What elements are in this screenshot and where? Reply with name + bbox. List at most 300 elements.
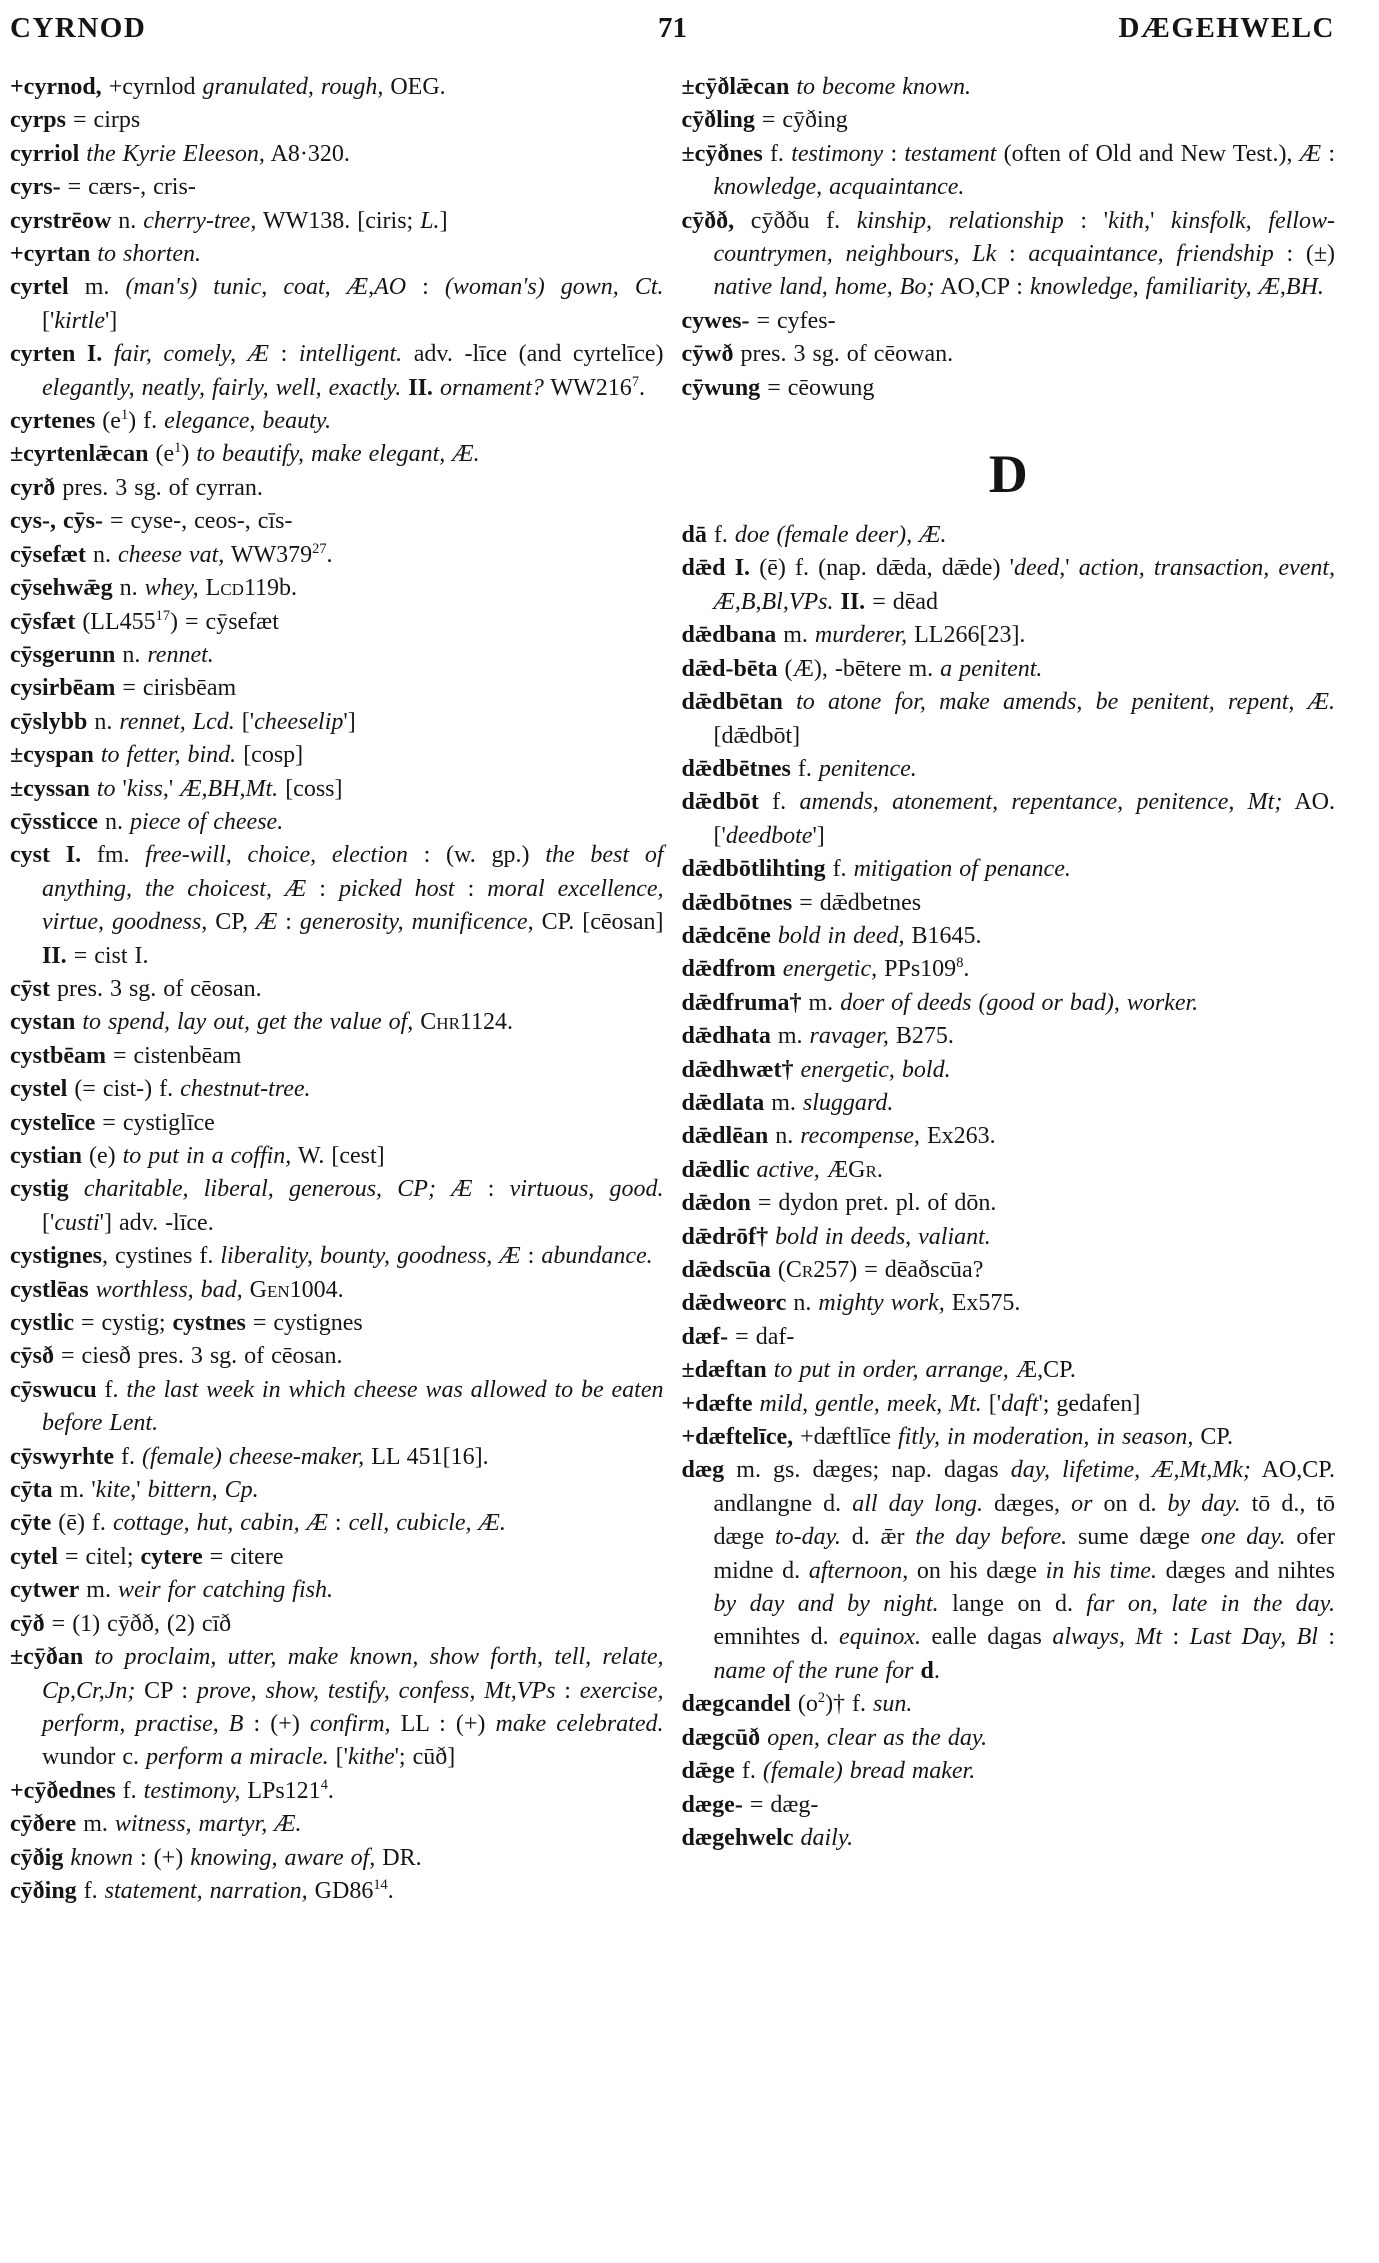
dictionary-entry: [682, 753, 1336, 786]
entry-segment: dǣdlic: [681, 1156, 750, 1183]
entry-segment: PPs109: [877, 956, 957, 983]
entry-segment: :: [883, 140, 905, 167]
entry-segment: = dǣdbetnes: [792, 889, 922, 916]
entry-segment: perform a miracle.: [145, 1744, 329, 1771]
entry-segment: Æ: [1299, 140, 1322, 167]
entry-segment: n.: [85, 541, 118, 568]
entry-segment: dæg: [681, 1457, 725, 1484]
entry-segment: bold in deed,: [777, 922, 905, 949]
entry-segment: 1124.: [459, 1009, 514, 1036]
entry-segment: dǣdbana: [681, 622, 777, 649]
entry-segment: f.: [113, 1443, 142, 1470]
dictionary-entry: [10, 205, 664, 238]
entry-segment: = cyse-, ceos-, cīs-: [102, 508, 293, 535]
entry-segment: : (w. gp.): [407, 842, 546, 869]
entry-segment: cystig: [10, 1176, 69, 1203]
entry-segment: II.: [840, 588, 866, 615]
entry-segment: [243, 1277, 250, 1303]
entry-segment: : ': [1063, 207, 1109, 234]
dictionary-entry: [10, 138, 664, 171]
entry-segment: ,': [1059, 555, 1079, 582]
entry-segment: , cystines f.: [102, 1243, 221, 1270]
entry-segment: sun.: [873, 1691, 913, 1718]
entry-segment: piece of cheese.: [129, 808, 284, 835]
entry-segment: to spend, lay out, get the value of,: [82, 1009, 414, 1036]
entry-segment: 7: [631, 373, 640, 390]
entry-segment: = cærs-, cris-: [60, 174, 196, 201]
page-number: 71: [658, 12, 687, 44]
entry-segment: f.: [758, 789, 800, 816]
entry-segment: CP. [cēosan]: [533, 909, 664, 936]
entry-segment: cyrps: [10, 107, 66, 134]
entry-segment: m. ': [52, 1477, 96, 1504]
entry-segment: sume dæge: [1067, 1524, 1201, 1551]
entry-segment: confirm,: [309, 1710, 391, 1737]
entry-segment: Ex263.: [919, 1123, 996, 1150]
dictionary-entry: [10, 1307, 664, 1340]
entry-segment: [767, 1357, 774, 1383]
entry-segment: ±cyssan: [10, 775, 90, 802]
entry-segment: rennet, Lcd.: [119, 708, 235, 735]
entry-segment: (e: [148, 441, 175, 468]
entry-segment: dǣge: [681, 1758, 735, 1785]
right-column-entries-after-section: [682, 519, 1336, 1855]
entry-segment: pres. 3 sg. of cyrran.: [55, 474, 263, 501]
entry-segment: Lcd: [205, 575, 244, 602]
entry-segment: :: [996, 241, 1029, 268]
entry-segment: cytere: [140, 1543, 203, 1570]
entry-segment: (ē) f.: [51, 1510, 113, 1537]
dictionary-entry: [10, 1875, 664, 1908]
entry-segment: charitable, liberal, generous, CP; Æ: [83, 1176, 473, 1203]
entry-segment: cystelīce: [10, 1109, 96, 1136]
entry-segment: cyrten: [10, 341, 76, 368]
entry-segment: doe (female deer), Æ.: [734, 522, 947, 549]
entry-segment: dǣdweorc: [681, 1290, 787, 1317]
entry-segment: d. ǣr: [840, 1524, 916, 1551]
entry-segment: dǣdfrom: [681, 956, 776, 983]
entry-segment: f.: [825, 856, 854, 883]
entry-segment: ,': [162, 775, 181, 802]
entry-segment: [coss]: [278, 775, 343, 802]
entry-segment: [102, 341, 114, 367]
entry-segment: II.: [408, 374, 433, 401]
entry-segment: .: [876, 1156, 883, 1183]
dictionary-entry: [682, 853, 1336, 886]
entry-segment: bittern, Cp.: [147, 1477, 259, 1504]
entry-segment: make celebrated.: [495, 1710, 664, 1737]
entry-segment: cȳðð,: [681, 207, 735, 234]
entry-segment: W. [cest]: [291, 1143, 385, 1169]
entry-segment: dægcūð: [681, 1724, 761, 1751]
entry-segment: cystian: [10, 1143, 82, 1169]
entry-segment: ±cȳðnes: [681, 140, 763, 167]
entry-segment: [726, 555, 735, 581]
entry-segment: open, clear as the day.: [767, 1724, 988, 1751]
entry-segment: recompense,: [800, 1123, 920, 1150]
entry-segment: 4: [320, 1776, 328, 1793]
entry-segment: = cirisbēam: [115, 675, 237, 702]
entry-segment: cȳsgerunn: [10, 641, 116, 668]
entry-segment: liberality, bounty, goodness, Æ: [220, 1243, 521, 1270]
entry-segment: m.: [764, 1089, 803, 1116]
entry-segment: fm.: [81, 842, 146, 869]
entry-segment: dægcandel: [681, 1691, 791, 1718]
entry-segment: [771, 923, 778, 949]
entry-segment: cytel: [10, 1543, 58, 1570]
entry-segment: a penitent.: [940, 655, 1043, 682]
entry-segment: lange on d.: [938, 1591, 1087, 1618]
dictionary-entry: [682, 1020, 1336, 1053]
entry-segment: 2: [817, 1690, 826, 1707]
entry-segment: to proclaim, utter, make known, show forth, tell, relate, Cp,Cr,Jn;: [42, 1644, 664, 1704]
dictionary-entry: [682, 1789, 1336, 1822]
dictionary-entry: [682, 1354, 1336, 1387]
dictionary-entry: [10, 1173, 664, 1240]
entry-segment: on his dæge: [908, 1557, 1046, 1584]
entry-segment: cȳte: [10, 1510, 52, 1537]
dictionary-entry: [682, 519, 1336, 552]
dictionary-entry: [682, 1254, 1336, 1287]
entry-segment: m.: [770, 1023, 810, 1050]
dictionary-entry: [10, 1641, 664, 1775]
dictionary-entry: [10, 171, 664, 204]
entry-segment: ): [181, 441, 197, 468]
entry-segment: cȳsehwǣg: [10, 575, 113, 602]
entry-segment: cherry-tree,: [143, 207, 257, 234]
entry-segment: :: [454, 875, 488, 902]
entry-segment: fair, comely, Æ: [113, 341, 269, 368]
entry-segment: = cyfes-: [749, 307, 836, 334]
entry-segment: far on, late in the day.: [1086, 1591, 1336, 1618]
entry-segment: f.: [734, 1758, 763, 1785]
entry-segment: m.: [76, 1811, 115, 1838]
dictionary-entry: [682, 338, 1336, 371]
entry-segment: = cystiglīce: [95, 1109, 215, 1136]
entry-segment: ) f.: [128, 408, 165, 435]
entry-segment: cȳwung: [681, 374, 761, 401]
entry-segment: tō d., tō dæge: [713, 1490, 1336, 1551]
entry-segment: n.: [768, 1123, 801, 1150]
entry-segment: = cēowung: [760, 374, 875, 401]
dictionary-entry: [10, 104, 664, 137]
entry-segment: dǣdscūa: [681, 1257, 771, 1283]
dictionary-entry: [682, 1688, 1336, 1721]
entry-segment: dǣdon: [681, 1190, 751, 1217]
dictionary-entry: [682, 1154, 1336, 1187]
entry-segment: cell, cubicle, Æ.: [348, 1510, 506, 1537]
entry-segment: [90, 776, 97, 802]
entry-segment: :: [1162, 1624, 1190, 1651]
dictionary-entry: [10, 1842, 664, 1875]
entry-segment: moral excellence, virtue, goodness,: [42, 875, 664, 936]
entry-segment: the last week in which cheese was allowed to be eaten before Lent.: [42, 1376, 664, 1437]
entry-segment: f.: [115, 1777, 144, 1804]
entry-segment: name of the rune for: [713, 1657, 914, 1684]
entry-segment: .: [933, 1657, 940, 1684]
dictionary-entry: [682, 686, 1336, 753]
entry-segment: CP :: [135, 1677, 197, 1704]
entry-segment: cȳsefæt: [10, 541, 86, 568]
entry-segment: L.: [420, 207, 440, 234]
right-column: [682, 71, 1336, 1908]
dictionary-entry: [10, 839, 664, 973]
entry-segment: ±cȳðlǣcan: [681, 74, 790, 100]
entry-segment: free-will, choice, election: [145, 842, 408, 869]
entry-segment: the best of anything, the choicest, Æ: [42, 842, 664, 902]
entry-segment: = dēad: [865, 588, 939, 615]
entry-segment: doer of deeds (good or bad), worker.: [840, 989, 1199, 1016]
entry-segment: witness, martyr, Æ.: [114, 1811, 302, 1838]
entry-segment: dǣdfruma†: [681, 989, 802, 1016]
dictionary-entry: [10, 806, 664, 839]
entry-segment: 8: [956, 955, 964, 972]
entry-segment: dǣdbōt: [681, 789, 759, 816]
entry-segment: kinship, relationship: [856, 207, 1064, 234]
dictionary-entry: [10, 1240, 664, 1273]
entry-segment: 27: [312, 540, 327, 557]
entry-segment: or: [1071, 1490, 1093, 1517]
entry-segment: dǣdcēne: [681, 922, 771, 949]
entry-segment: ±dæftan: [681, 1357, 767, 1384]
entry-segment: Gen: [249, 1276, 290, 1303]
entry-segment: the day before.: [915, 1524, 1068, 1551]
entry-segment: cheese vat,: [117, 541, 225, 568]
entry-segment: B1645.: [904, 922, 982, 949]
dictionary-entry: [682, 1054, 1336, 1087]
dictionary-entry: [10, 706, 664, 739]
dictionary-entry: [682, 1722, 1336, 1755]
entry-segment: 1: [174, 440, 182, 457]
entry-segment: Last Day, Bl: [1189, 1624, 1318, 1651]
entry-segment: = cist I.: [66, 942, 149, 969]
dictionary-entry: [10, 1441, 664, 1474]
dictionary-entry: [10, 238, 664, 271]
entry-segment: 119b.: [243, 575, 298, 602]
dictionary-entry: [682, 1287, 1336, 1320]
entry-segment: dæges,: [982, 1490, 1072, 1517]
entry-segment: = cirps: [66, 107, 141, 134]
entry-segment: cystignes: [10, 1243, 102, 1270]
entry-segment: cyrð: [10, 474, 56, 501]
entry-segment: f.: [762, 140, 792, 167]
entry-segment: n.: [87, 708, 120, 735]
entry-segment: OEG.: [383, 74, 446, 100]
entry-segment: [94, 742, 101, 768]
entry-segment: (o: [790, 1691, 818, 1718]
entry-segment: cyrtel: [10, 274, 69, 301]
entry-segment: ofer midne d.: [713, 1524, 1336, 1584]
entry-segment: cȳððu f.: [734, 207, 857, 234]
dictionary-entry: [10, 438, 664, 471]
entry-segment: ': [115, 775, 127, 802]
entry-segment: granulated, rough,: [202, 74, 384, 100]
entry-segment: m.: [79, 1577, 118, 1604]
entry-segment: WW138. [ciris;: [256, 207, 421, 234]
entry-segment: m.: [776, 622, 815, 649]
entry-segment: Æ,BH,Mt.: [180, 775, 279, 802]
entry-segment: m.: [801, 989, 841, 1016]
entry-segment: ']: [343, 708, 356, 735]
entry-segment: cȳðing: [10, 1877, 77, 1904]
entry-segment: cȳswyrhte: [10, 1443, 114, 1470]
entry-segment: [': [981, 1390, 1002, 1417]
entry-segment: active,: [756, 1156, 820, 1183]
entry-segment: daft: [1001, 1390, 1039, 1417]
entry-segment: cystbēam: [10, 1042, 106, 1069]
entry-segment: the Kyrie Eleeson,: [86, 140, 265, 167]
entry-segment: (e): [82, 1143, 123, 1169]
dictionary-entry: [682, 1421, 1336, 1454]
entry-segment: +dæfte: [681, 1390, 753, 1417]
entry-segment: [dǣdbōt]: [713, 722, 801, 749]
entry-segment: (woman's) gown, Ct.: [444, 274, 664, 301]
entry-segment: virtuous, good.: [509, 1176, 664, 1203]
entry-segment: m.: [68, 274, 126, 301]
entry-segment: [50, 842, 66, 868]
entry-segment: cȳst: [10, 975, 50, 1002]
running-head-left-catchword: CYRNOD: [10, 12, 147, 44]
entry-segment: LL 451[16].: [364, 1443, 489, 1470]
entry-segment: elegantly, neatly, fairly, well, exactly.: [42, 374, 402, 401]
entry-segment: AO. [': [713, 789, 1335, 849]
entry-segment: [776, 956, 783, 982]
entry-segment: ±cȳðan: [10, 1644, 84, 1671]
entry-segment: WW379: [224, 541, 313, 568]
entry-segment: ±cyrtenlǣcan: [10, 441, 149, 468]
entry-segment: [69, 1176, 84, 1202]
entry-segment: = cȳðing: [754, 107, 848, 134]
entry-segment: : (+): [133, 1844, 191, 1871]
dictionary-entry: [10, 973, 664, 1006]
dictionary-entry: [682, 1755, 1336, 1788]
dictionary-entry: [682, 372, 1336, 405]
entry-segment: dæges and nihtes: [1156, 1557, 1335, 1584]
entry-segment: Æ: [255, 909, 278, 936]
entry-segment: I.: [734, 555, 751, 582]
entry-segment: [820, 1157, 827, 1183]
dictionary-entry: [10, 472, 664, 505]
dictionary-entry: [10, 1507, 664, 1540]
entry-segment: m. gs. dæges; nap. dagas: [724, 1457, 1011, 1484]
entry-segment: kith: [1108, 207, 1145, 234]
entry-segment: dǣdhata: [681, 1023, 771, 1050]
text-columns: [10, 71, 1335, 1908]
dictionary-entry: [682, 1187, 1336, 1220]
entry-segment: pres. 3 sg. of cēowan.: [733, 341, 954, 368]
entry-segment: .: [327, 1777, 334, 1804]
entry-segment: custi: [54, 1209, 100, 1236]
entry-segment: exercise, perform, practise, B: [42, 1677, 664, 1737]
entry-segment: +dæftelīce,: [681, 1424, 794, 1451]
entry-segment: cottage, hut, cabin, Æ: [112, 1510, 328, 1537]
entry-segment: d: [920, 1657, 934, 1684]
entry-segment: cȳta: [10, 1477, 53, 1504]
entry-segment: testimony,: [143, 1777, 241, 1804]
entry-segment: one day.: [1200, 1524, 1286, 1551]
entry-segment: kithe: [347, 1744, 395, 1771]
entry-segment: knowing, aware of,: [190, 1844, 376, 1871]
entry-segment: cȳðere: [10, 1811, 77, 1838]
entry-segment: cyrs-: [10, 174, 61, 201]
dictionary-entry: [682, 1388, 1336, 1421]
dictionary-entry: [10, 1006, 664, 1039]
dictionary-entry: [682, 104, 1336, 137]
dictionary-entry: [682, 1120, 1336, 1153]
entry-segment: dæf-: [681, 1323, 729, 1350]
entry-segment: equinox.: [839, 1624, 922, 1651]
entry-segment: = citere: [202, 1543, 284, 1570]
entry-segment: [89, 1277, 96, 1303]
left-column: [10, 71, 664, 1908]
entry-segment: 14: [373, 1876, 388, 1893]
dictionary-entry: [682, 1087, 1336, 1120]
entry-segment: generosity, munificence,: [299, 909, 534, 936]
entry-segment: day, lifetime, Æ,Mt,Mk;: [1010, 1457, 1251, 1484]
entry-segment: in his time.: [1045, 1557, 1157, 1584]
entry-segment: kite: [95, 1477, 131, 1504]
entry-segment: dægehwelc: [681, 1824, 794, 1851]
entry-segment: dǣd: [681, 555, 726, 582]
entry-segment: '; gedafen]: [1038, 1390, 1141, 1417]
entry-segment: [750, 1157, 757, 1183]
dictionary-entry: [10, 271, 664, 338]
entry-segment: cytwer: [10, 1577, 80, 1604]
dictionary-entry: [10, 1274, 664, 1307]
entry-segment: ,': [130, 1477, 148, 1504]
entry-segment: worthless, bad,: [95, 1276, 243, 1303]
entry-segment: ÆGr: [826, 1156, 877, 1183]
entry-segment: fitly, in moderation, in season,: [897, 1424, 1194, 1451]
entry-segment: (man's) tunic, coat, Æ,AO: [125, 274, 407, 301]
dictionary-entry: [682, 887, 1336, 920]
dictionary-entry: [682, 1454, 1336, 1688]
entry-segment: I.: [65, 842, 82, 869]
entry-segment: = cistenbēam: [105, 1042, 242, 1069]
entry-segment: (e: [95, 408, 121, 435]
entry-segment: deedbote: [725, 822, 813, 849]
entry-segment: LPs121: [240, 1777, 321, 1804]
entry-segment: 1: [120, 407, 129, 424]
entry-segment: cȳðling: [681, 107, 755, 134]
dictionary-entry: [10, 539, 664, 572]
entry-segment: emnihtes d.: [713, 1624, 840, 1651]
entry-segment: dǣdbētan: [681, 689, 783, 716]
entry-segment: kiss: [126, 775, 163, 802]
entry-segment: 257) = dēaðscūa?: [813, 1257, 984, 1283]
entry-segment: mitigation of penance.: [853, 856, 1071, 883]
dictionary-entry: [682, 786, 1336, 853]
dictionary-entry: [10, 773, 664, 806]
dictionary-entry: [10, 1340, 664, 1373]
entry-segment: intelligent.: [298, 341, 403, 368]
entry-segment: LL : (+): [390, 1710, 496, 1737]
entry-segment: to atone for, make amends, be penitent, repent, Æ.: [796, 689, 1335, 716]
entry-segment: +cyrnlod: [101, 74, 203, 100]
entry-segment: to shorten.: [97, 241, 201, 268]
entry-segment: amends, atonement, repentance, penitence, Mt;: [799, 789, 1283, 816]
entry-segment: :: [1317, 1624, 1336, 1651]
entry-segment: CP,: [207, 909, 256, 936]
entry-segment: sluggard.: [802, 1089, 894, 1116]
entry-segment: n.: [115, 641, 148, 668]
entry-segment: testimony: [791, 140, 884, 167]
entry-segment: dā: [681, 522, 707, 549]
entry-segment: weir for catching fish.: [117, 1577, 333, 1604]
entry-segment: energetic, bold.: [800, 1056, 951, 1083]
entry-segment: 17: [155, 607, 171, 624]
entry-segment: acquaintance, friendship: [1028, 241, 1274, 268]
